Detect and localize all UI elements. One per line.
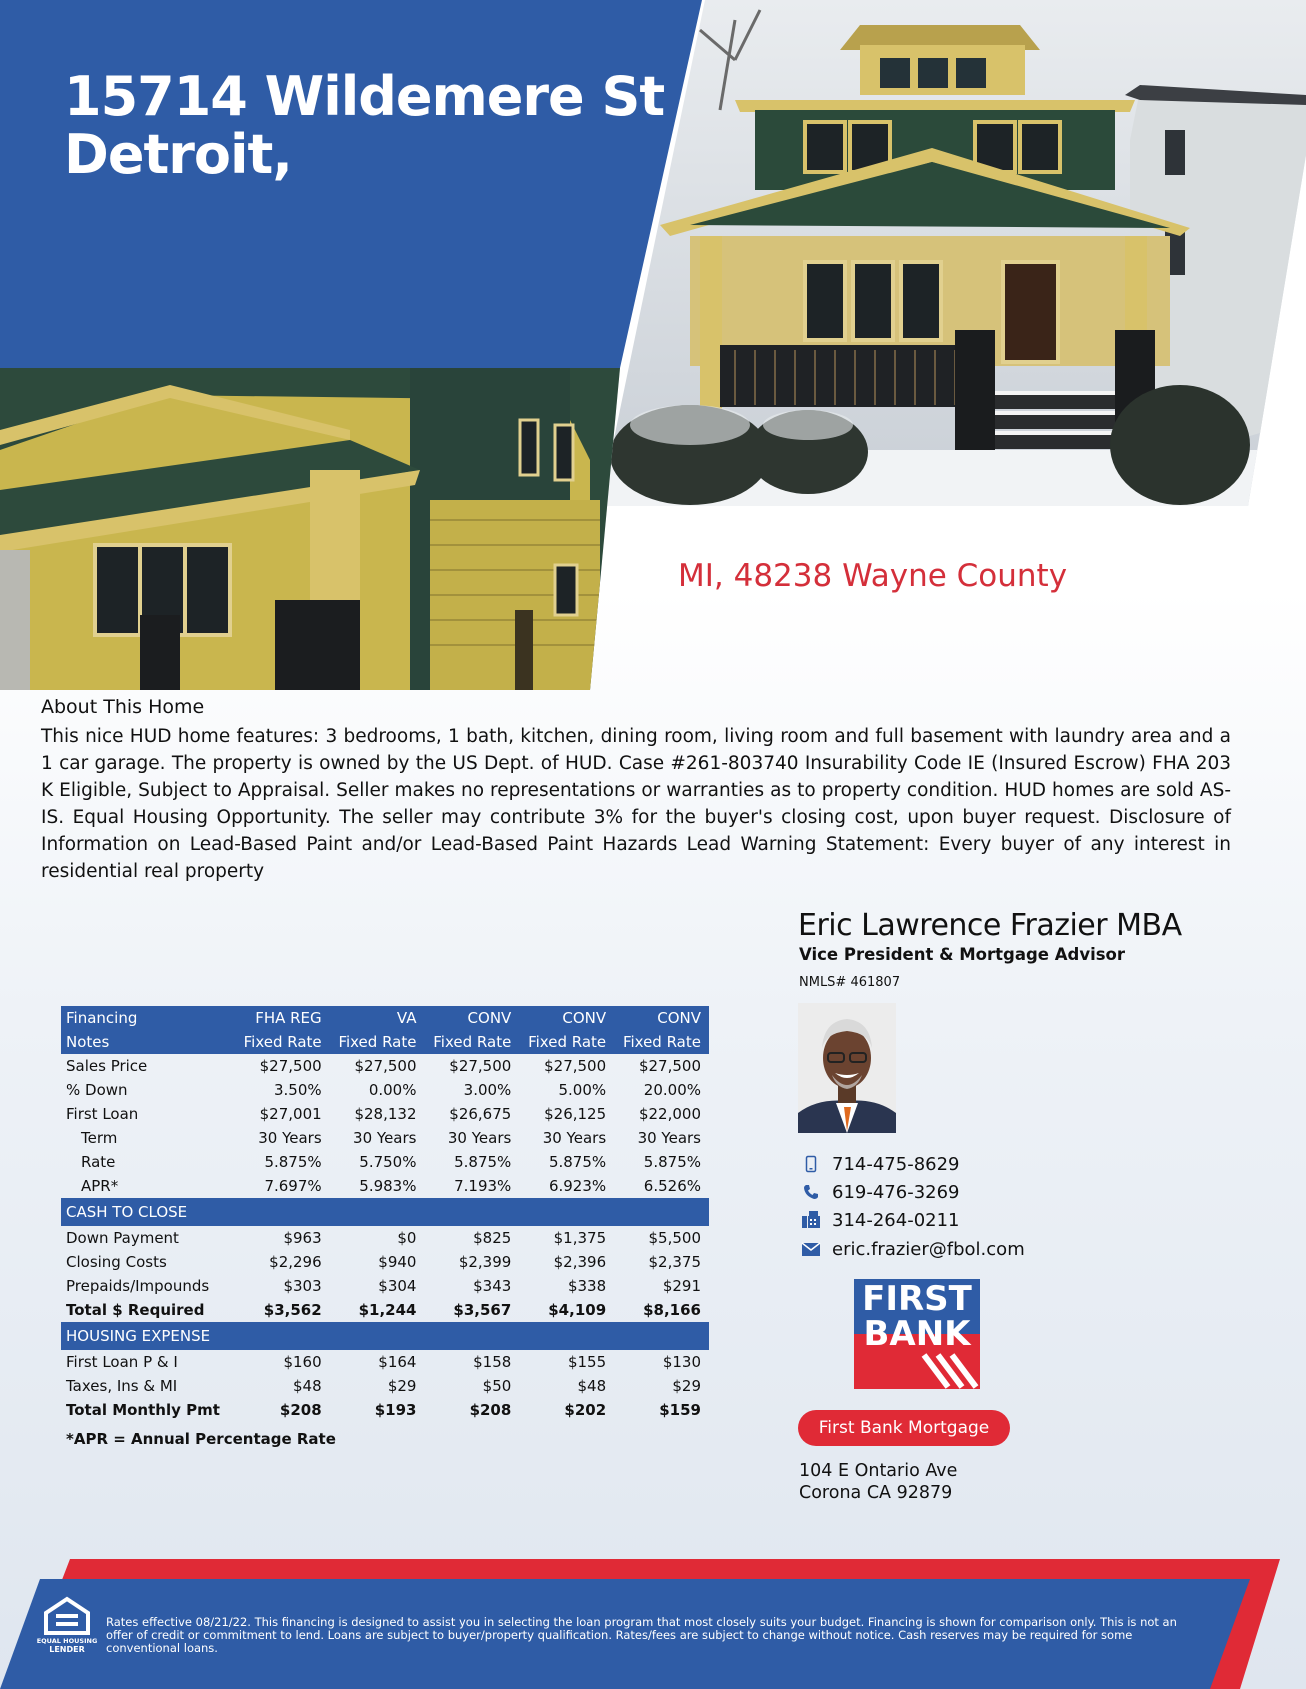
- row-value: $4,109: [548, 1301, 607, 1319]
- row-value: 5.875%: [548, 1153, 607, 1171]
- agent-nmls: NMLS# 461807: [799, 975, 901, 990]
- row-value: $0: [397, 1229, 417, 1247]
- row-value: 5.983%: [359, 1177, 417, 1195]
- row-label: Notes: [61, 1030, 235, 1054]
- row-value: Fixed Rate: [614, 1030, 709, 1054]
- table-row: [61, 1150, 709, 1174]
- phone-number: 619-476-3269: [832, 1181, 960, 1203]
- row-value: 0.00%: [368, 1081, 417, 1099]
- ehl-line-1: EQUAL HOUSING: [36, 1637, 98, 1645]
- row-label: Prepaids/Impounds: [66, 1277, 210, 1295]
- contact-email[interactable]: [800, 1238, 1025, 1260]
- row-value: $208: [469, 1401, 512, 1419]
- agent-title: Vice President & Mortgage Advisor: [799, 945, 1126, 964]
- table-header-row: [61, 1030, 709, 1054]
- house-photo-side: [0, 368, 620, 690]
- row-value: $130: [662, 1353, 701, 1371]
- logo-text-first: FIRST: [862, 1279, 972, 1319]
- row-value: 20.00%: [643, 1081, 701, 1099]
- row-value: VA: [330, 1006, 425, 1030]
- table-row: [61, 1274, 709, 1298]
- house-photo-front: [600, 0, 1306, 510]
- row-value: $2,375: [648, 1253, 701, 1271]
- row-label: Total Monthly Pmt: [66, 1401, 220, 1419]
- row-value: $27,500: [354, 1057, 417, 1075]
- section-title: CASH TO CLOSE: [61, 1198, 709, 1226]
- row-value: Fixed Rate: [519, 1030, 614, 1054]
- table-row: [61, 1174, 709, 1198]
- row-value: 5.875%: [643, 1153, 701, 1171]
- row-value: Fixed Rate: [424, 1030, 519, 1054]
- row-value: $1,375: [553, 1229, 607, 1247]
- row-value: 5.00%: [558, 1081, 607, 1099]
- email-address: eric.frazier@fbol.com: [832, 1238, 1025, 1260]
- row-value: CONV: [614, 1006, 709, 1030]
- table-row: [61, 1398, 709, 1422]
- contact-mobile[interactable]: [800, 1153, 960, 1175]
- row-value: 5.750%: [359, 1153, 417, 1171]
- row-label: First Loan P & I: [66, 1353, 178, 1371]
- row-value: 30 Years: [353, 1129, 417, 1147]
- row-value: $50: [482, 1377, 512, 1395]
- row-value: 30 Years: [542, 1129, 607, 1147]
- row-value: $8,166: [643, 1301, 701, 1319]
- row-label: Rate: [81, 1153, 116, 1171]
- about-body: This nice HUD home features: 3 bedrooms, 1 bath, kitchen, dining room, living room and full basement with laundry area and a 1 car garage. The property is owned by the US Dept. of HUD. Case #261-803740 Insurability Code IE (Insured Escrow) FHA 203 K Eligible, Subject to Appraisal. Seller makes no representations or warranties as to property condition. HUD homes are sold AS-IS. Equal Housing Opportunity. The seller may contribute 3% for the buyer's closing cost, upon buyer request. Disclosure of Information on Lead-Based Paint and/or Lead-Based Paint Hazards Lead Warning Statement: Every buyer of any interest in residential real property: [41, 726, 1231, 882]
- phone-icon: [800, 1181, 822, 1203]
- table-row: [61, 1078, 709, 1102]
- first-bank-logo: [854, 1279, 980, 1389]
- contact-fax[interactable]: [800, 1209, 960, 1231]
- row-value: $3,567: [453, 1301, 512, 1319]
- row-label: Sales Price: [66, 1057, 148, 1075]
- row-value: $26,125: [544, 1105, 607, 1123]
- row-value: 6.526%: [643, 1177, 701, 1195]
- row-label: Term: [81, 1129, 118, 1147]
- row-label: First Loan: [66, 1105, 139, 1123]
- row-value: $825: [473, 1229, 512, 1247]
- about-heading: About This Home: [41, 696, 205, 718]
- row-value: $28,132: [354, 1105, 417, 1123]
- row-value: $27,500: [259, 1057, 322, 1075]
- row-label: Closing Costs: [66, 1253, 167, 1271]
- row-value: $291: [662, 1277, 701, 1295]
- table-row: [61, 1126, 709, 1150]
- row-value: $27,500: [449, 1057, 512, 1075]
- agent-photo: [798, 1003, 896, 1133]
- office-address-line-1: 104 E Ontario Ave: [799, 1461, 958, 1481]
- fax-icon: [800, 1209, 822, 1231]
- row-value: 5.875%: [264, 1153, 322, 1171]
- apr-footnote: *APR = Annual Percentage Rate: [66, 1430, 336, 1448]
- row-label: Total $ Required: [66, 1301, 205, 1319]
- address-line-1: 15714 Wildemere St: [64, 65, 665, 128]
- property-address-title: [64, 65, 665, 186]
- row-value: $155: [567, 1353, 607, 1371]
- row-value: $29: [672, 1377, 701, 1395]
- row-value: Fixed Rate: [330, 1030, 425, 1054]
- row-value: 7.193%: [454, 1177, 512, 1195]
- row-value: $940: [378, 1253, 417, 1271]
- row-label: APR*: [81, 1177, 119, 1195]
- row-value: $48: [293, 1377, 322, 1395]
- fax-number: 314-264-0211: [832, 1209, 960, 1231]
- row-value: $159: [659, 1401, 701, 1419]
- row-value: CONV: [424, 1006, 519, 1030]
- contact-phone[interactable]: [800, 1181, 960, 1203]
- row-value: $27,001: [259, 1105, 322, 1123]
- office-address: [799, 1460, 957, 1504]
- row-value: $158: [473, 1353, 512, 1371]
- logo-text-bank: BANK: [863, 1314, 971, 1354]
- table-section-header: [61, 1198, 709, 1226]
- row-value: $202: [564, 1401, 607, 1419]
- row-value: $208: [279, 1401, 322, 1419]
- company-name-button[interactable]: First Bank Mortgage: [798, 1410, 1010, 1446]
- table-row: [61, 1102, 709, 1126]
- row-value: $2,296: [269, 1253, 322, 1271]
- row-value: 5.875%: [454, 1153, 512, 1171]
- row-value: $193: [374, 1401, 417, 1419]
- table-row: [61, 1054, 709, 1078]
- address-subline: MI, 48238 Wayne County: [678, 558, 1068, 594]
- row-value: Fixed Rate: [235, 1030, 330, 1054]
- row-label: Down Payment: [66, 1229, 179, 1247]
- equal-housing-lender-logo: [36, 1597, 98, 1655]
- mobile-phone-icon: [800, 1153, 822, 1175]
- row-value: 30 Years: [258, 1129, 322, 1147]
- row-value: $1,244: [358, 1301, 417, 1319]
- row-value: $27,500: [544, 1057, 607, 1075]
- row-value: $2,399: [458, 1253, 512, 1271]
- financing-table: [61, 1006, 709, 1422]
- row-value: $2,396: [553, 1253, 607, 1271]
- row-value: $29: [387, 1377, 417, 1395]
- office-address-line-2: Corona CA 92879: [799, 1483, 953, 1503]
- row-value: $338: [567, 1277, 607, 1295]
- row-value: 3.50%: [274, 1081, 322, 1099]
- section-title: HOUSING EXPENSE: [61, 1322, 709, 1350]
- row-value: $22,000: [638, 1105, 701, 1123]
- row-value: $164: [378, 1353, 417, 1371]
- row-value: $5,500: [648, 1229, 701, 1247]
- table-row: [61, 1298, 709, 1322]
- footer-disclaimer: Rates effective 08/21/22. This financing is designed to assist you in selecting the loan program that most closely suits your budget. Financing is shown for comparison only. This is not an offer of credit or commitment to lend. Loans are subject to buyer/property qualification. Rates/fees are subject to change without notice. Cash reserves may be required for some conventional loans.: [106, 1615, 1177, 1655]
- table-header-row: [61, 1006, 709, 1030]
- email-icon: [800, 1238, 822, 1260]
- row-value: $304: [378, 1277, 417, 1295]
- row-value: $343: [473, 1277, 512, 1295]
- table-row: [61, 1226, 709, 1250]
- table-row: [61, 1350, 709, 1374]
- row-value: $963: [283, 1229, 322, 1247]
- row-value: 30 Years: [637, 1129, 701, 1147]
- row-value: $26,675: [449, 1105, 512, 1123]
- row-value: 3.00%: [463, 1081, 512, 1099]
- row-value: $160: [283, 1353, 322, 1371]
- ehl-line-2: LENDER: [49, 1645, 85, 1654]
- table-row: [61, 1250, 709, 1274]
- row-label: % Down: [66, 1081, 128, 1099]
- table-row: [61, 1374, 709, 1398]
- row-value: $3,562: [263, 1301, 322, 1319]
- row-value: 7.697%: [264, 1177, 322, 1195]
- row-value: $48: [577, 1377, 607, 1395]
- row-value: CONV: [519, 1006, 614, 1030]
- row-value: $27,500: [638, 1057, 701, 1075]
- agent-name: Eric Lawrence Frazier MBA: [798, 908, 1182, 943]
- row-value: 6.923%: [548, 1177, 607, 1195]
- address-line-2: Detroit,: [64, 123, 292, 186]
- row-value: $303: [283, 1277, 322, 1295]
- row-value: 30 Years: [447, 1129, 512, 1147]
- table-section-header: [61, 1322, 709, 1350]
- row-value: FHA REG: [235, 1006, 330, 1030]
- mobile-number: 714-475-8629: [832, 1153, 960, 1175]
- row-label: Taxes, Ins & MI: [66, 1377, 178, 1395]
- row-label: Financing: [61, 1006, 235, 1030]
